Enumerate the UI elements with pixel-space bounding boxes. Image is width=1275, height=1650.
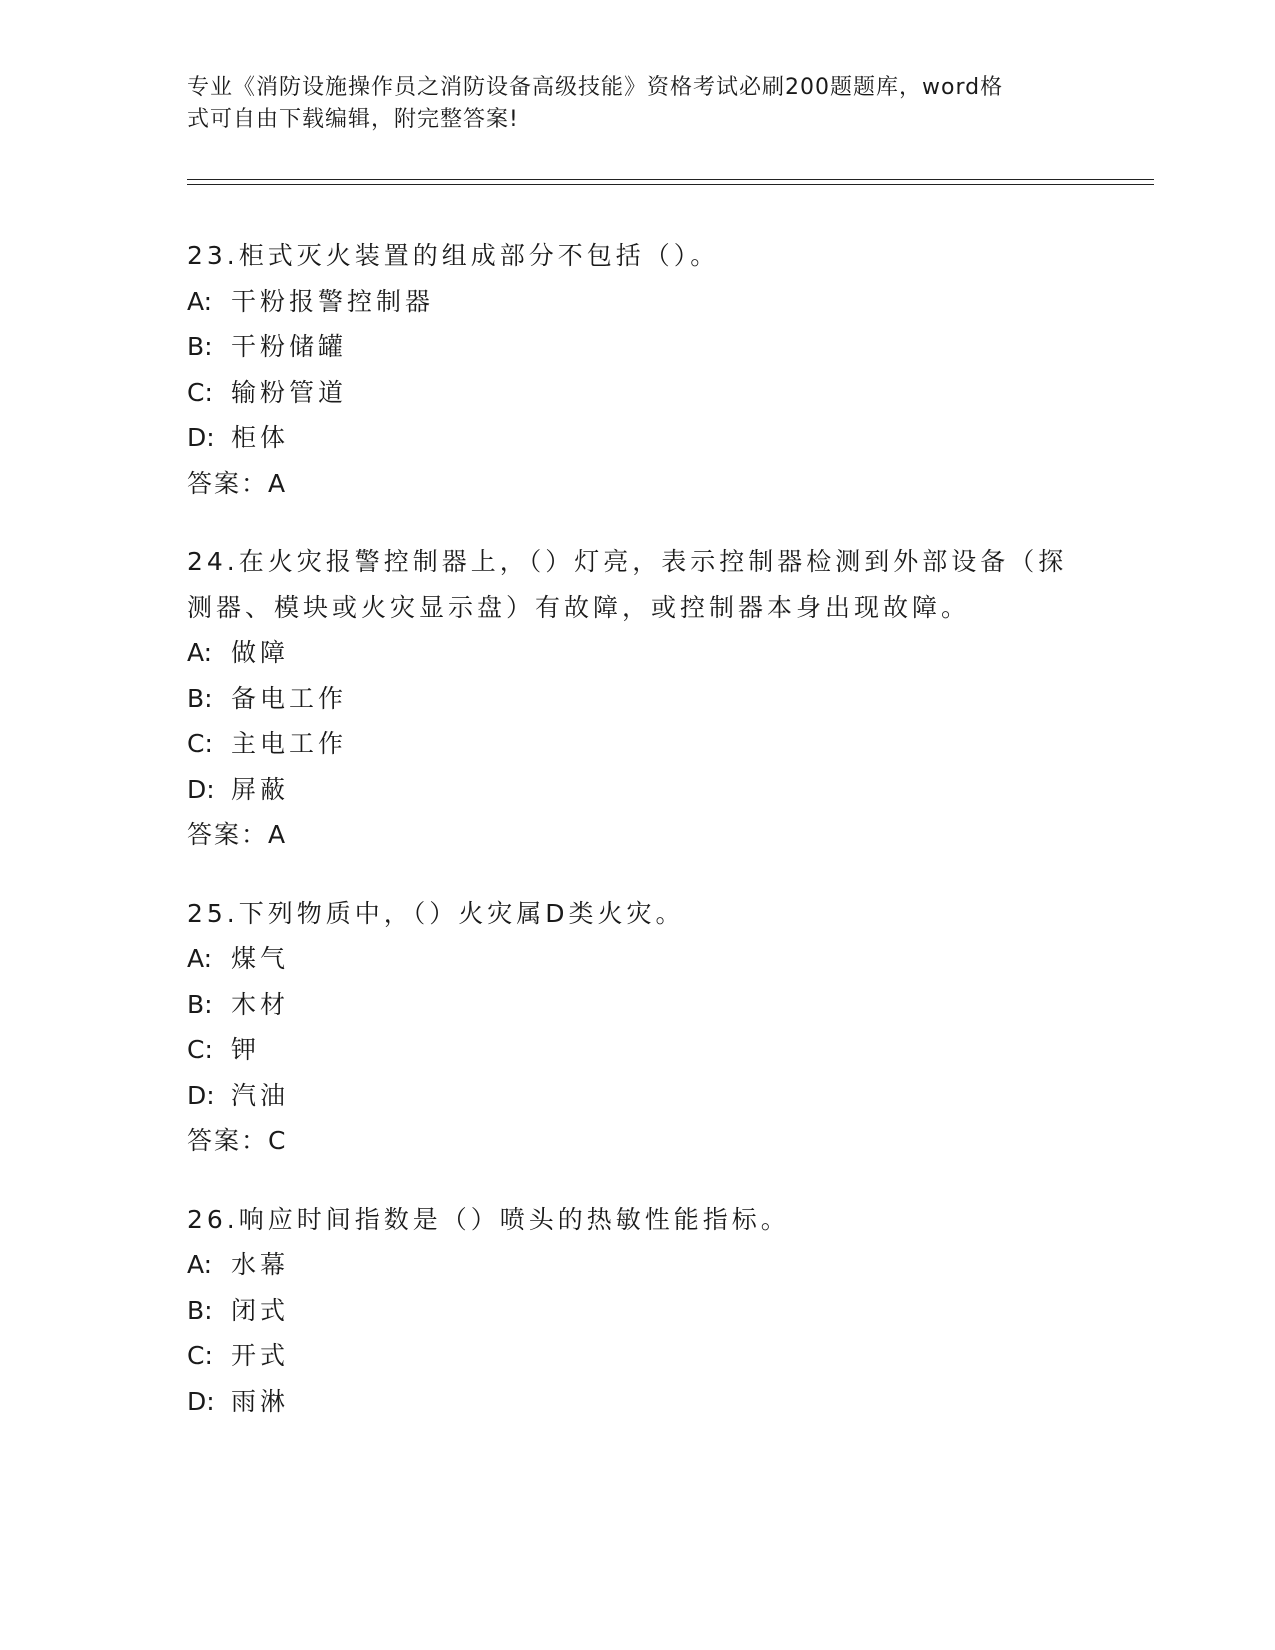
option-text: 水幕 [231,1250,290,1279]
option-d [187,415,1087,461]
option-a [187,279,1087,325]
option-key: C: [187,729,213,758]
option-text: 主电工作 [231,729,348,758]
header-rule-bottom [187,184,1154,185]
option-key: B: [187,332,213,361]
option-text: 干粉储罐 [231,332,348,361]
option-c [187,721,1087,767]
question-stem: 26.响应时间指数是（）喷头的热敏性能指标。 [187,1204,790,1234]
option-d [187,1073,1087,1119]
option-b [187,676,1087,722]
option-b [187,1288,1087,1334]
option-text: 钾 [231,1035,261,1064]
option-text: 煤气 [231,944,290,973]
document-header [187,72,1067,136]
option-key: C: [187,1341,213,1370]
option-text: 屏蔽 [231,774,290,804]
answer-line: 答案：A [187,820,288,849]
question-24 [187,539,1087,858]
option-key: B: [187,683,213,713]
answer-line: 答案：A [187,468,288,498]
option-text: 闭式 [231,1295,290,1325]
question-stem-line-2: 测器、模块或火灾显示盘）有故障，或控制器本身出现故障。 [187,592,971,622]
question-23 [187,233,1087,506]
header-line-1: 专业《消防设施操作员之消防设备高级技能》资格考试必刷200题题库，word格 [187,75,1004,100]
question-25 [187,891,1087,1164]
option-a [187,936,1087,982]
question-stem-line-1: 24.在火灾报警控制器上，（）灯亮，表示控制器检测到外部设备（探 [187,547,1068,576]
option-d [187,1379,1087,1425]
option-key: B: [187,1295,213,1325]
option-key: C: [187,1035,213,1064]
option-text: 汽油 [231,1080,290,1110]
option-a [187,630,1087,676]
option-text: 柜体 [231,423,290,452]
option-text: 干粉报警控制器 [231,286,435,316]
option-c [187,1027,1087,1073]
option-a [187,1242,1087,1288]
option-c [187,370,1087,416]
option-c [187,1333,1087,1379]
option-b [187,324,1087,370]
option-d [187,767,1087,813]
header-rule-top [187,179,1154,180]
option-key: D: [187,774,215,804]
option-key: D: [187,1386,215,1416]
header-line-2: 式可自由下载编辑，附完整答案! [187,107,519,132]
option-text: 开式 [231,1341,290,1370]
option-key: A: [187,944,213,973]
question-26 [187,1197,1087,1425]
option-key: C: [187,377,213,407]
option-text: 雨淋 [231,1386,290,1416]
option-key: D: [187,1080,215,1110]
option-text: 木材 [231,989,290,1019]
option-b [187,982,1087,1028]
option-key: A: [187,638,213,667]
option-text: 做障 [231,638,290,667]
answer-line: 答案：C [187,1126,288,1155]
option-key: A: [187,286,213,316]
option-key: B: [187,989,213,1019]
option-key: A: [187,1250,213,1279]
question-stem: 25.下列物质中，（）火灾属D类火灾。 [187,898,685,928]
option-key: D: [187,423,215,452]
question-list [187,233,1087,1457]
question-stem: 23.柜式灭火装置的组成部分不包括（）。 [187,241,720,270]
option-text: 备电工作 [231,683,348,713]
option-text: 输粉管道 [231,377,348,407]
